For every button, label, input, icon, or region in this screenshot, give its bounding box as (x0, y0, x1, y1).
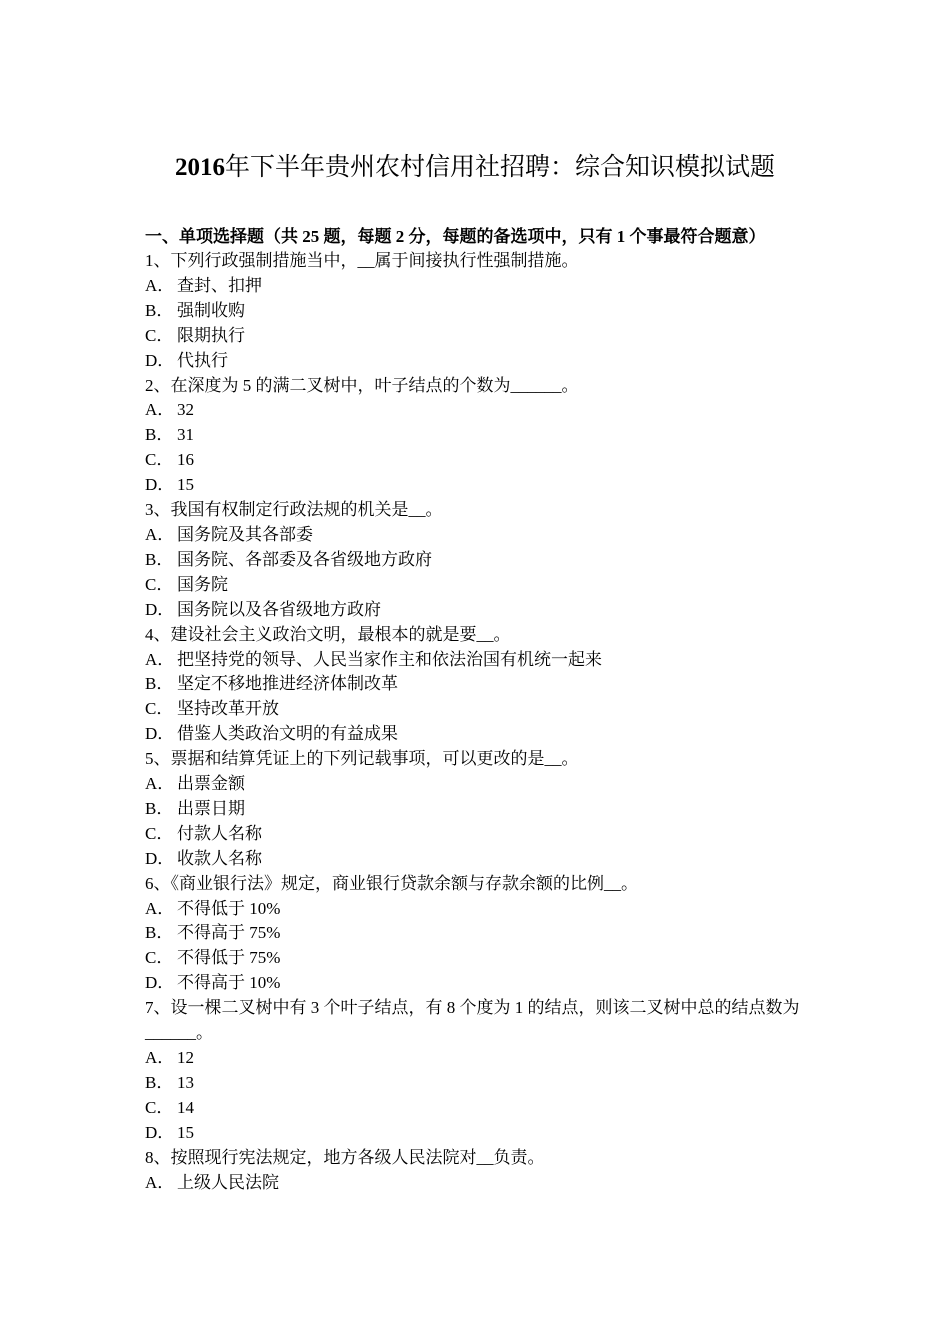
question-7 (145, 996, 815, 1145)
option-item (145, 448, 815, 473)
question-stem: 6、《商业银行法》规定，商业银行贷款余额与存款余额的比例__。 (145, 873, 638, 893)
option-text: 国务院以及各省级地方政府 (177, 599, 381, 619)
option-item (145, 921, 815, 946)
option-item (145, 573, 815, 598)
option-item (145, 274, 815, 299)
option-item (145, 1171, 815, 1196)
option-letter: B． (145, 425, 174, 445)
option-item (145, 847, 815, 872)
title-year: 2016 (174, 154, 225, 181)
question-6 (145, 872, 815, 997)
option-text: 坚持改革开放 (177, 699, 279, 719)
option-letter: C． (145, 574, 174, 594)
document-body (145, 225, 815, 1195)
option-letter: A． (145, 400, 175, 420)
option-letter: D． (145, 973, 175, 993)
section-heading: 一、单项选择题（共 25 题，每题 2 分，每题的备选项中，只有 1 个事最符合题意） (145, 227, 766, 246)
option-item (145, 797, 815, 822)
question-1 (145, 249, 815, 374)
option-item (145, 822, 815, 847)
option-item (145, 722, 815, 747)
document-title (0, 148, 950, 188)
option-text: 把坚持党的领导、人民当家作主和依法治国有机统一起来 (177, 649, 602, 669)
option-text: 付款人名称 (177, 823, 262, 843)
option-letter: B． (145, 674, 174, 694)
option-text: 不得低于 75% (177, 948, 281, 968)
option-item (145, 672, 815, 697)
option-text: 16 (177, 450, 194, 470)
option-item (145, 946, 815, 971)
option-item (145, 897, 815, 922)
option-item (145, 523, 815, 548)
option-letter: A． (145, 774, 175, 794)
option-item (145, 598, 815, 623)
option-item (145, 1071, 815, 1096)
question-8 (145, 1146, 815, 1196)
option-text: 收款人名称 (177, 848, 262, 868)
option-item (145, 1121, 815, 1146)
option-letter: B． (145, 923, 174, 943)
option-text: 15 (177, 1122, 194, 1142)
option-text: 不得低于 10% (177, 898, 281, 918)
option-item (145, 772, 815, 797)
option-item (145, 423, 815, 448)
option-item (145, 398, 815, 423)
option-text: 强制收购 (177, 300, 245, 320)
option-letter: A． (145, 1172, 175, 1192)
option-letter: C． (145, 699, 174, 719)
option-letter: D． (145, 475, 175, 495)
question-5 (145, 747, 815, 872)
option-letter: C． (145, 450, 174, 470)
option-letter: D． (145, 599, 175, 619)
option-letter: D． (145, 724, 175, 744)
question-3 (145, 498, 815, 623)
option-text: 不得高于 10% (177, 973, 281, 993)
question-stem: 7、设一棵二叉树中有 3 个叶子结点，有 8 个度为 1 的结点，则该二叉树中总的结点数为______。 (145, 998, 800, 1043)
option-text: 国务院及其各部委 (177, 524, 313, 544)
option-letter: A． (145, 898, 175, 918)
option-item (145, 697, 815, 722)
option-letter: B． (145, 300, 174, 320)
option-letter: C． (145, 823, 174, 843)
question-stem: 1、下列行政强制措施当中，__属于间接执行性强制措施。 (145, 251, 579, 270)
option-letter: A． (145, 275, 175, 295)
option-letter: B． (145, 798, 174, 818)
option-text: 31 (177, 425, 194, 445)
option-item (145, 548, 815, 573)
option-item (145, 473, 815, 498)
option-text: 12 (177, 1048, 194, 1067)
option-text: 上级人民法院 (177, 1172, 279, 1192)
option-item (145, 324, 815, 349)
option-text: 出票日期 (177, 798, 245, 818)
option-letter: D． (145, 350, 175, 370)
option-text: 国务院 (177, 574, 228, 594)
question-4 (145, 623, 815, 748)
option-text: 32 (177, 400, 194, 420)
option-letter: B． (145, 549, 174, 569)
option-letter: A． (145, 524, 175, 544)
option-letter: A． (145, 1048, 175, 1067)
question-stem: 8、按照现行宪法规定，地方各级人民法院对__负责。 (145, 1147, 545, 1167)
option-item (145, 1096, 815, 1121)
option-letter: D． (145, 848, 175, 868)
option-text: 14 (177, 1097, 194, 1117)
option-text: 国务院、各部委及各省级地方政府 (177, 549, 432, 569)
option-item (145, 648, 815, 673)
option-text: 借鉴人类政治文明的有益成果 (177, 724, 398, 744)
option-text: 出票金额 (177, 774, 245, 794)
question-stem: 2、在深度为 5 的满二叉树中，叶子结点的个数为______。 (145, 375, 579, 395)
option-text: 不得高于 75% (177, 923, 281, 943)
option-letter: C． (145, 1097, 174, 1117)
question-stem: 3、我国有权制定行政法规的机关是__。 (145, 500, 443, 520)
option-text: 15 (177, 475, 194, 495)
option-text: 13 (177, 1072, 194, 1092)
question-stem: 4、建设社会主义政治文明，最根本的就是要__。 (145, 624, 511, 644)
option-item (145, 1046, 815, 1071)
option-letter: B． (145, 1072, 174, 1092)
option-item (145, 349, 815, 374)
option-text: 代执行 (177, 350, 228, 370)
option-letter: C． (145, 948, 174, 968)
question-stem: 5、票据和结算凭证上的下列记载事项，可以更改的是__。 (145, 749, 579, 769)
option-text: 坚定不移地推进经济体制改革 (177, 674, 398, 694)
option-item (145, 971, 815, 996)
option-text: 查封、扣押 (177, 275, 262, 295)
option-letter: C． (145, 325, 174, 345)
title-text: 年下半年贵州农村信用社招聘：综合知识模拟试题 (224, 154, 775, 181)
option-item (145, 299, 815, 324)
question-2 (145, 374, 815, 499)
option-letter: D． (145, 1122, 175, 1142)
option-text: 限期执行 (177, 325, 245, 345)
option-letter: A． (145, 649, 175, 669)
